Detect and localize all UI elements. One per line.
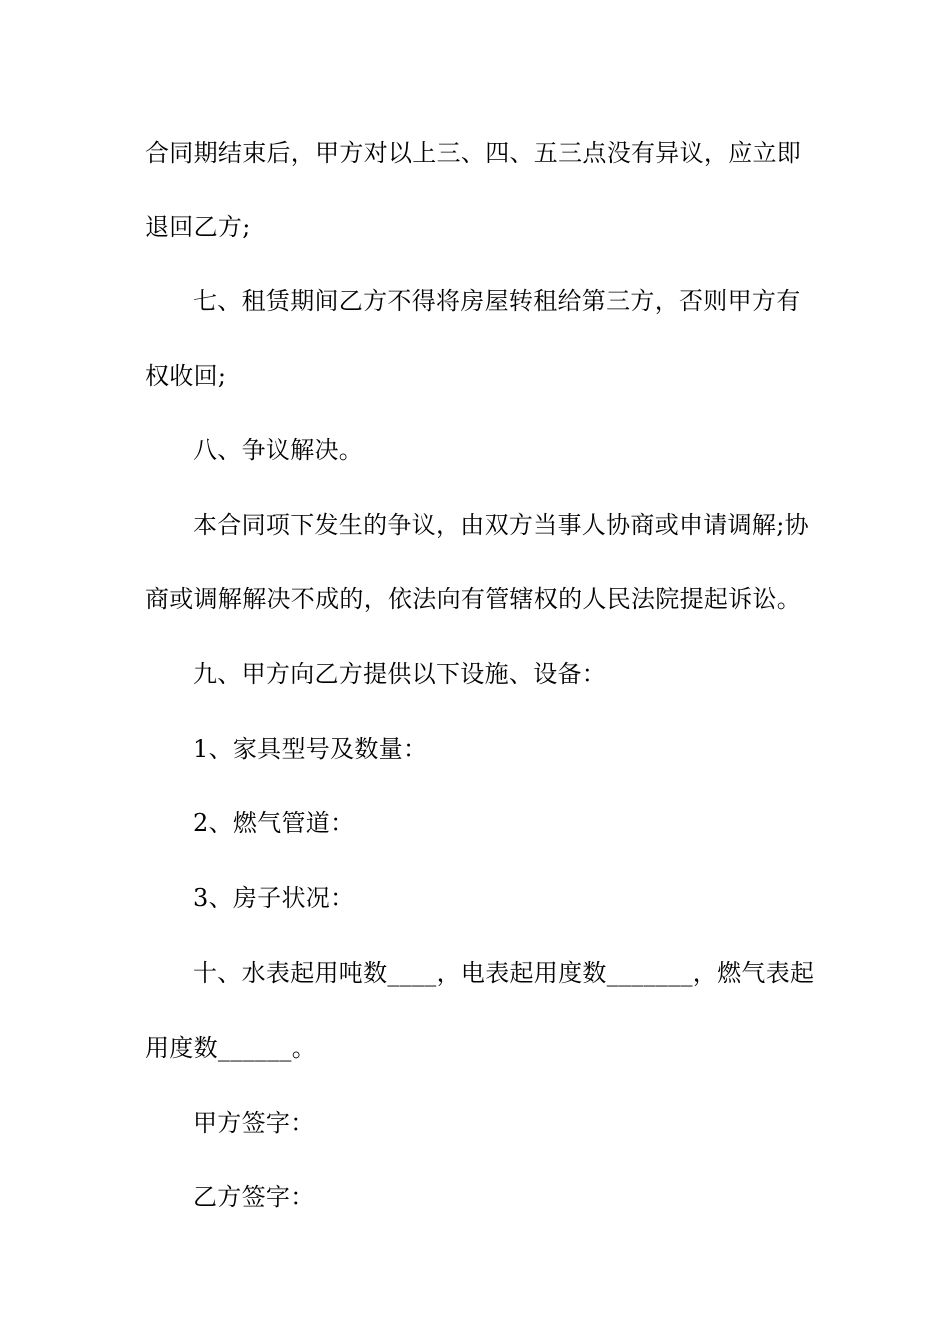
list-item: 3、房子状况：	[193, 884, 355, 912]
list-item: 1、家具型号及数量：	[193, 735, 428, 763]
paragraph-line: 商或调解解决不成的，依法向有管辖权的人民法院提起诉讼。	[145, 585, 802, 613]
paragraph-line: 权收回;	[145, 362, 227, 390]
party-b-signature-label: 乙方签字：	[193, 1183, 315, 1211]
clause-seven-line: 七、租赁期间乙方不得将房屋转租给第三方，否则甲方有	[193, 287, 801, 315]
clause-ten-line: 十、水表起用吨数____，电表起用度数_______，燃气表起	[193, 959, 815, 987]
clause-eight-heading: 八、争议解决。	[193, 436, 364, 464]
paragraph-line: 用度数______。	[145, 1034, 316, 1062]
paragraph-line: 合同期结束后，甲方对以上三、四、五三点没有异议，应立即	[145, 139, 802, 167]
list-item: 2、燃气管道：	[193, 809, 355, 837]
party-a-signature-label: 甲方签字：	[193, 1109, 315, 1137]
paragraph-line: 本合同项下发生的争议，由双方当事人协商或申请调解;协	[193, 511, 809, 539]
paragraph-line: 退回乙方;	[145, 213, 251, 241]
clause-nine-heading: 九、甲方向乙方提供以下设施、设备：	[193, 660, 607, 688]
